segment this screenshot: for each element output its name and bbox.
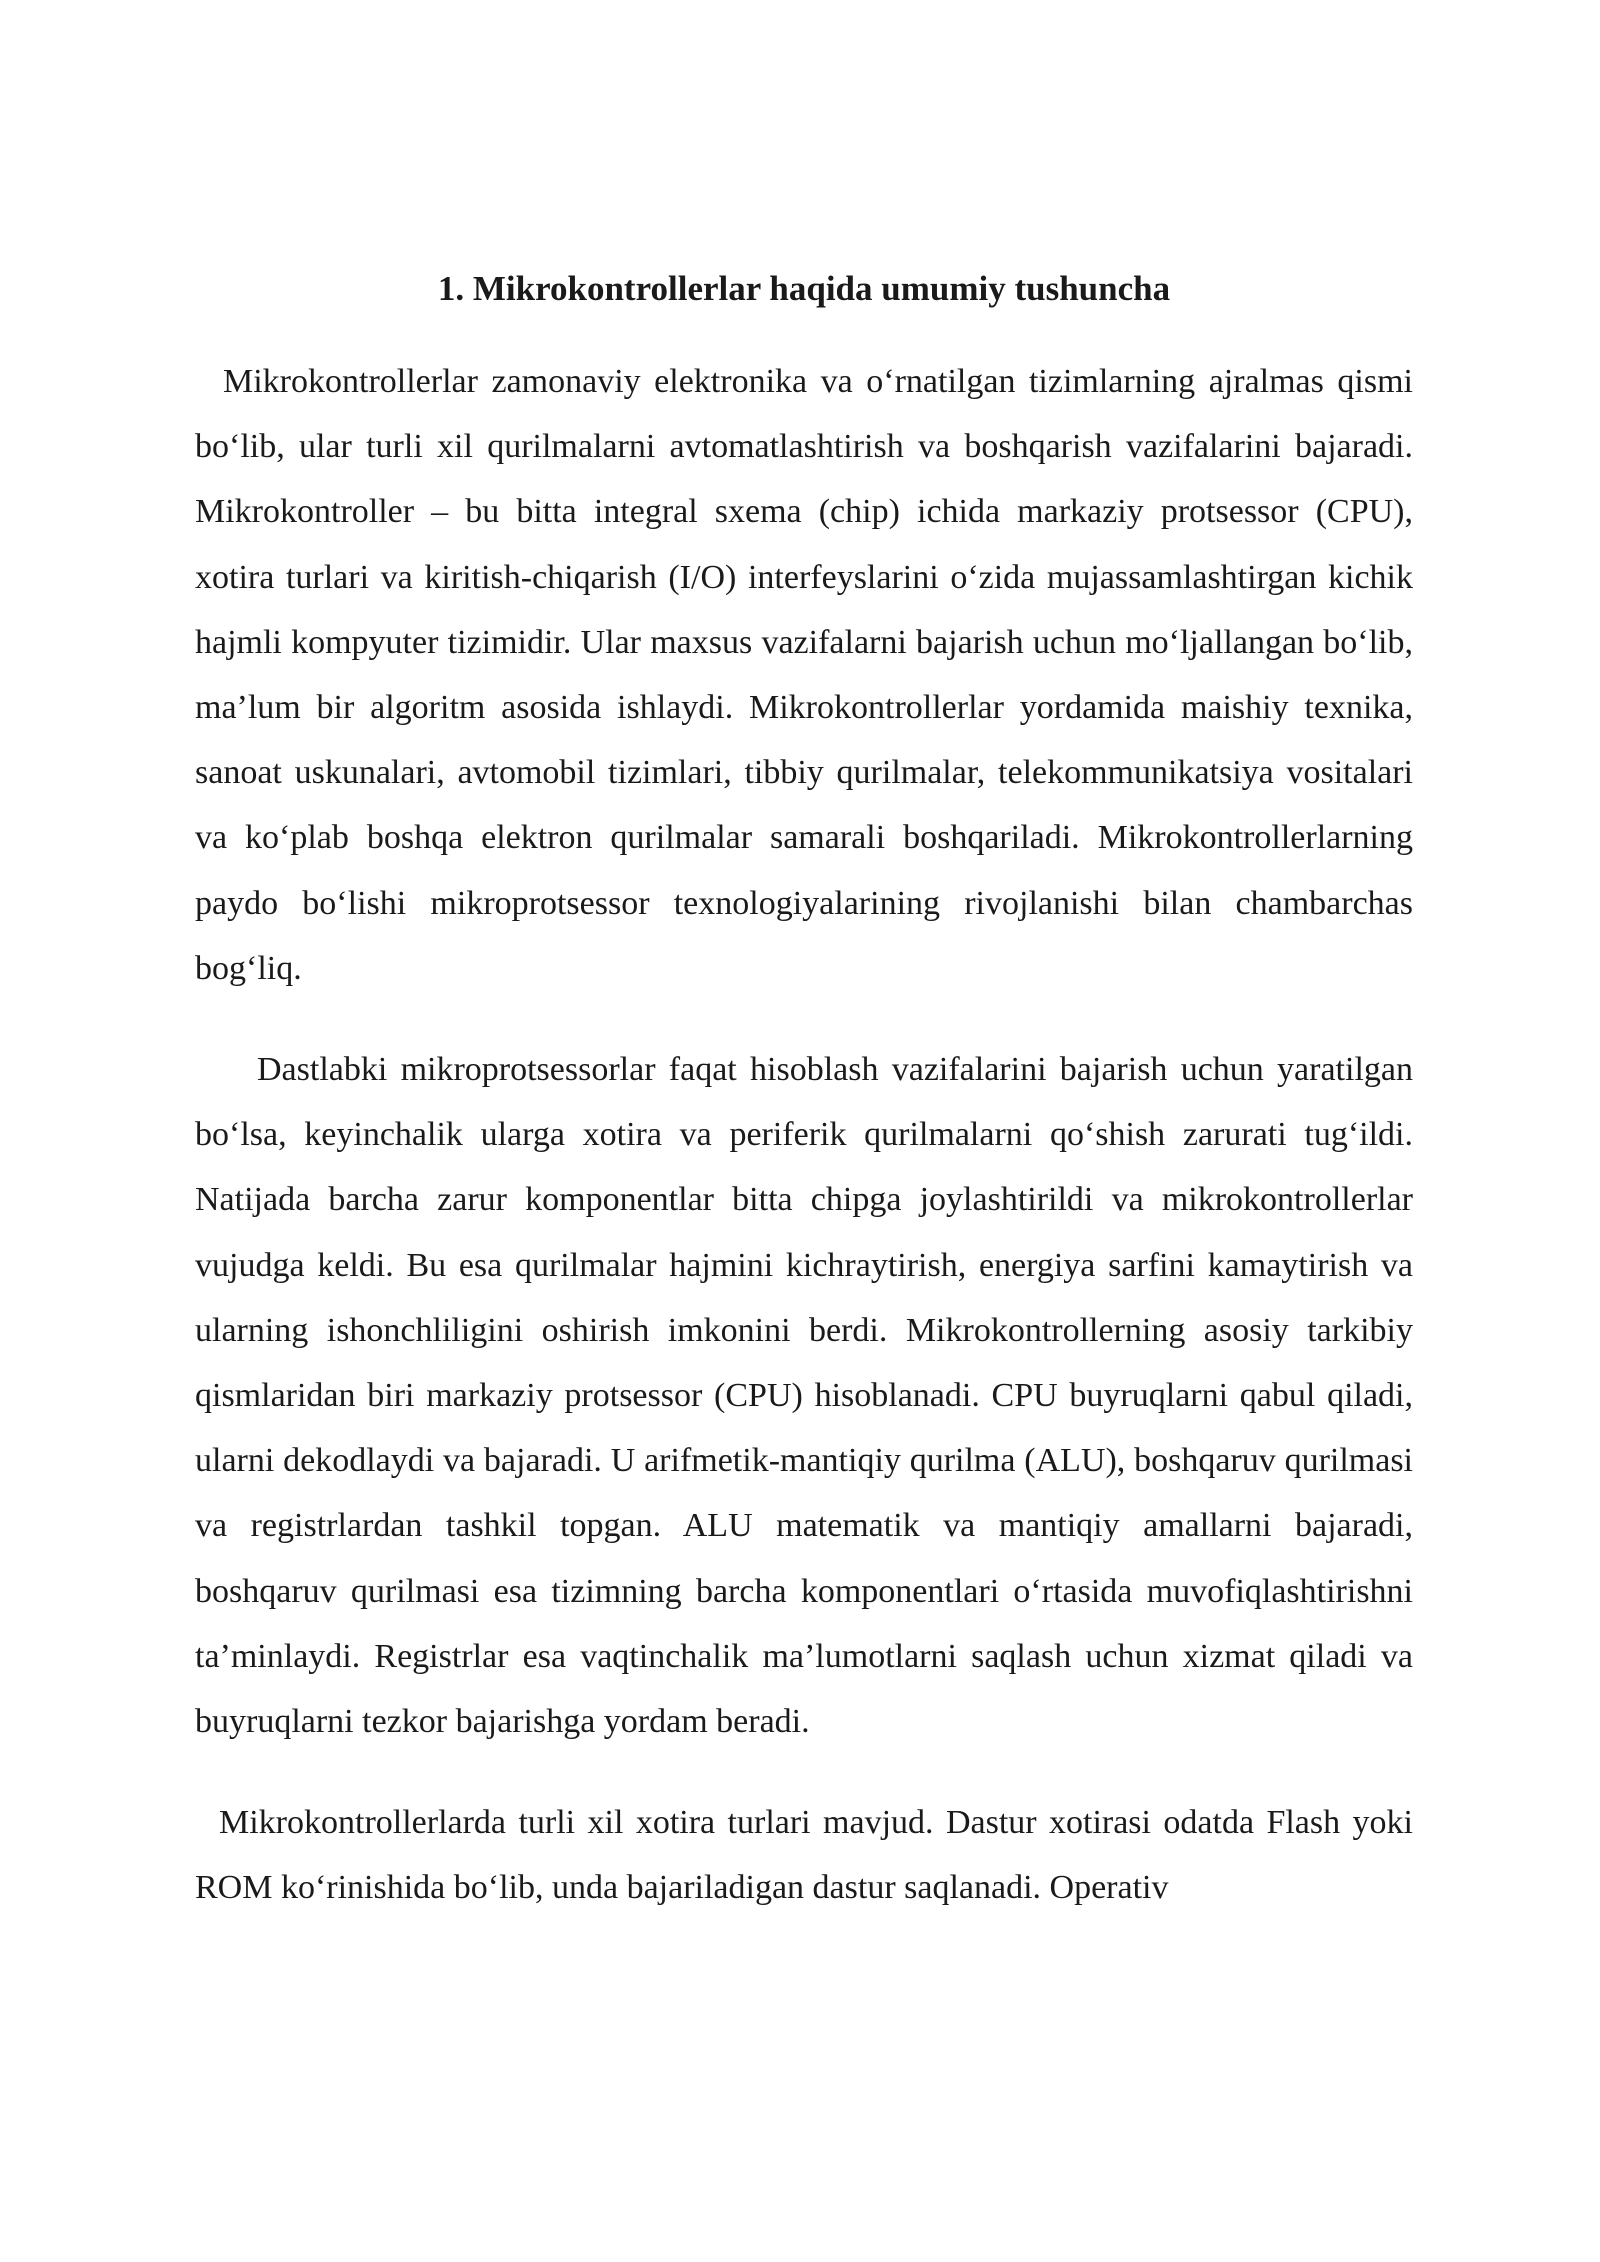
- paragraph-intro: Mikrokontrollerlar zamonaviy elektronika va o‘rnatilgan tizimlarning ajralmas qismi bo‘lib, ular turli xil qurilmalarni avtomatlashtirish va boshqarish vazifalarini bajaradi. Mikrokontroller – bu bitta integral sxema (chip) ichida markaziy protsessor (CPU), xotira turlari va kiritish-chiqarish (I/O) interfeyslarini o‘zida mujassamlashtirgan kichik hajmli kompyuter tizimidir. Ular maxsus vazifalarni bajarish uchun mo‘ljallangan bo‘lib, ma’lum bir algoritm asosida ishlaydi. Mikrokontrollerlar yordamida maishiy texnika, sanoat uskunalari, avtomobil tizimlari, tibbiy qurilmalar, telekommunikatsiya vositalari va ko‘plab boshqa elektron qurilmalar samarali boshqariladi. Mikrokontrollerlarning paydo bo‘lishi mikroprotsessor texnologiyalarining rivojlanishi bilan chambarchas bog‘liq.: [195, 363, 1413, 987]
- section-heading: 1. Mikrokontrollerlar haqida umumiy tushuncha: [437, 269, 1171, 308]
- paragraph-history-cpu: Dastlabki mikroprotsessorlar faqat hisoblash vazifalarini bajarish uchun yaratilgan bo‘lsa, keyinchalik ularga xotira va periferik qurilmalarni qo‘shish zarurati tug‘ildi. Natijada barcha zarur komponentlar bitta chipga joylashtirildi va mikrokontrollerlar vujudga keldi. Bu esa qurilmalar hajmini kichraytirish, energiya sarfini kamaytirish va ularning ishonchliligini oshirish imkonini berdi. Mikrokontrollerning asosiy tarkibiy qismlaridan biri markaziy protsessor (CPU) hisoblanadi. CPU buyruqlarni qabul qiladi, ularni dekodlaydi va bajaradi. U arifmetik-mantiqiy qurilma (ALU), boshqaruv qurilmasi va registrlardan tashkil topgan. ALU matematik va mantiqiy amallarni bajaradi, boshqaruv qurilmasi esa tizimning barcha komponentlari o‘rtasida muvofiqlashtirishni ta’minlaydi. Registrlar esa vaqtinchalik ma’lumotlarni saqlash uchun xizmat qiladi va buyruqlarni tezkor bajarishga yordam beradi.: [195, 1051, 1413, 1741]
- paragraph-memory: Mikrokontrollerlarda turli xil xotira turlari mavjud. Dastur xotirasi odatda Flash yoki ROM ko‘rinishida bo‘lib, unda bajariladigan dastur saqlanadi. Operativ: [195, 1804, 1413, 1907]
- document-body: [195, 262, 1413, 1921]
